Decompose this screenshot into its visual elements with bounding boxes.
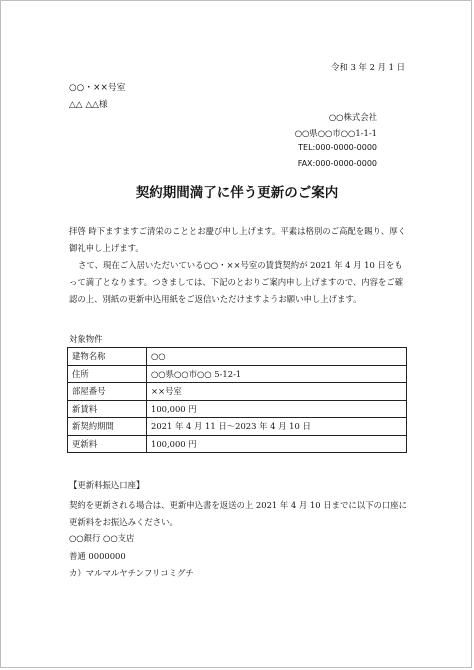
- row-value: ○○県○○市○○ 5-12-1: [147, 365, 407, 383]
- document-title: 契約期間満了に伴う更新のご案内: [135, 185, 339, 201]
- row-value: 100,000 円: [147, 435, 407, 453]
- recipient-room: ○○・××号室: [69, 83, 126, 93]
- row-value: 100,000 円: [147, 400, 407, 418]
- table-row: [68, 365, 407, 383]
- sender-fax: FAX:000-0000-0000: [297, 159, 377, 168]
- row-label: 更新料: [68, 435, 147, 453]
- notice-paragraph: さて、現在ご入居いただいている○○・××号室の賃貸契約が 2021 年 4 月 10 日をもって満了となります。つきましては、下記のとおりご案内申し上げますので、内容をご確認の上、別紙の更新申込用紙をご返信いただけますようお願い申し上げます。: [69, 260, 404, 304]
- table-row: [68, 400, 407, 418]
- row-value: ○○: [147, 348, 407, 366]
- table-row: [68, 435, 407, 453]
- bank-heading: 【更新料振込口座】: [69, 480, 145, 490]
- property-heading: 対象物件: [69, 334, 103, 344]
- sender-company: ○○株式会社: [328, 112, 377, 122]
- bank-holder: カ）マルマルヤチンフリコミグチ: [69, 568, 194, 578]
- row-label: 建物名称: [68, 348, 147, 366]
- table-row: [68, 383, 407, 401]
- table-row: [68, 348, 407, 366]
- sender-tel: TEL:000-0000-0000: [298, 143, 377, 152]
- row-label: 住所: [68, 365, 147, 383]
- sender-address: ○○県○○市○○1-1-1: [294, 128, 377, 138]
- bank-note: 契約を更新される場合は、更新申込書を返送の上 2021 年 4 月 10 日までに以下の口座に更新料をお振込みください。: [69, 500, 408, 527]
- row-value: ××号室: [147, 383, 407, 401]
- property-table: [67, 347, 407, 453]
- bank-branch: ○○銀行 ○○支店: [69, 533, 135, 543]
- row-label: 新賃料: [68, 400, 147, 418]
- row-value: 2021 年 4 月 11 日～2023 年 4 月 10 日: [147, 418, 407, 436]
- table-row: [68, 418, 407, 436]
- issue-date: 令和 3 年 2 月 1 日: [331, 62, 405, 72]
- recipient-name: △△ △△様: [69, 100, 108, 110]
- row-label: 部屋番号: [68, 383, 147, 401]
- row-label: 新契約期間: [68, 418, 147, 436]
- greeting-paragraph: 拝啓 時下ますますご清栄のこととお慶び申し上げます。平素は格別のご高配を賜り、厚く御礼申し上げます。: [69, 226, 406, 253]
- bank-account: 普通 0000000: [69, 551, 126, 561]
